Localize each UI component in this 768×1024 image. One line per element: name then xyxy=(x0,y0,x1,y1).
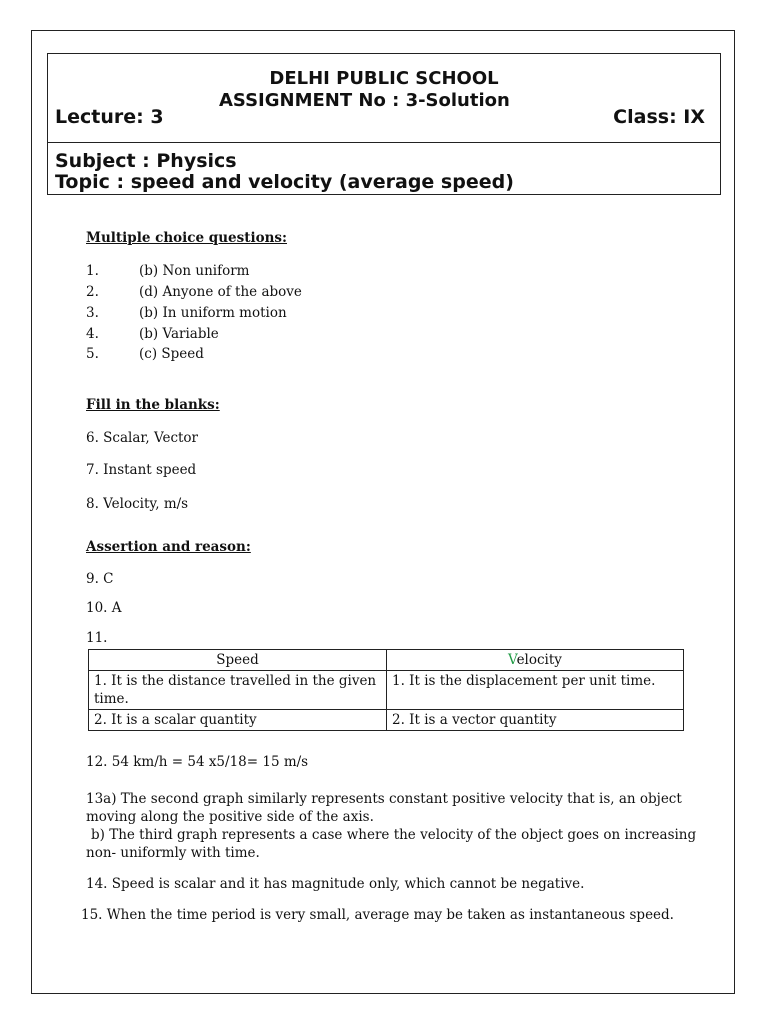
answer-13b: b) The third graph represents a case where the velocity of the object goes on increasing non- uniformly with time. xyxy=(86,827,697,861)
answer-15: 15. When the time period is very small, average may be taken as instantaneous speed. xyxy=(81,907,674,923)
table-cell: 1. It is the displacement per unit time. xyxy=(387,671,684,710)
velocity-initial: V xyxy=(508,652,517,668)
school-name: DELHI PUBLIC SCHOOL xyxy=(269,68,499,89)
fill-answer: 7. Instant speed xyxy=(86,462,197,478)
mcq-number: 3. xyxy=(86,305,99,321)
question-number: 11. xyxy=(86,630,108,646)
mcq-number: 5. xyxy=(86,346,99,362)
mcq-section-title: Multiple choice questions: xyxy=(86,230,287,246)
mcq-number: 1. xyxy=(86,263,99,279)
table-header-row xyxy=(89,650,684,671)
assertion-answer: 10. A xyxy=(86,600,122,616)
mcq-answer: (b) Non uniform xyxy=(139,263,250,279)
column-header-speed: Speed xyxy=(89,650,387,671)
lecture-label: Lecture: 3 xyxy=(55,106,164,128)
speed-velocity-table xyxy=(88,649,684,731)
class-label: Class: IX xyxy=(613,106,705,128)
assignment-title: ASSIGNMENT No : 3-Solution xyxy=(219,90,510,111)
assertion-section-title: Assertion and reason: xyxy=(86,539,251,555)
answer-13a: 13a) The second graph similarly represents constant positive velocity that is, an object moving along the positive side of the axis. xyxy=(86,791,682,825)
mcq-answer: (b) In uniform motion xyxy=(139,305,287,321)
fill-answer: 6. Scalar, Vector xyxy=(86,430,199,446)
answer-14: 14. Speed is scalar and it has magnitude only, which cannot be negative. xyxy=(86,876,585,892)
column-header-velocity xyxy=(387,650,684,671)
velocity-rest: elocity xyxy=(516,652,562,668)
table-row xyxy=(89,710,684,731)
mcq-answer: (d) Anyone of the above xyxy=(139,284,302,300)
assertion-answer: 9. C xyxy=(86,571,114,587)
table-cell: 2. It is a vector quantity xyxy=(387,710,684,731)
fill-answer: 8. Velocity, m/s xyxy=(86,496,189,512)
table-cell: 1. It is the distance travelled in the given time. xyxy=(89,671,387,710)
mcq-number: 4. xyxy=(86,326,99,342)
mcq-answer: (b) Variable xyxy=(139,326,219,342)
answer-12: 12. 54 km/h = 54 x5/18= 15 m/s xyxy=(86,754,309,770)
table-cell: 2. It is a scalar quantity xyxy=(89,710,387,731)
document-header xyxy=(47,53,721,195)
fill-section-title: Fill in the blanks: xyxy=(86,397,220,413)
mcq-answer: (c) Speed xyxy=(139,346,204,362)
header-divider xyxy=(48,142,720,143)
mcq-number: 2. xyxy=(86,284,99,300)
topic-label: Topic : speed and velocity (average speed) xyxy=(55,171,514,193)
subject-label: Subject : Physics xyxy=(55,150,237,172)
table-row xyxy=(89,671,684,710)
